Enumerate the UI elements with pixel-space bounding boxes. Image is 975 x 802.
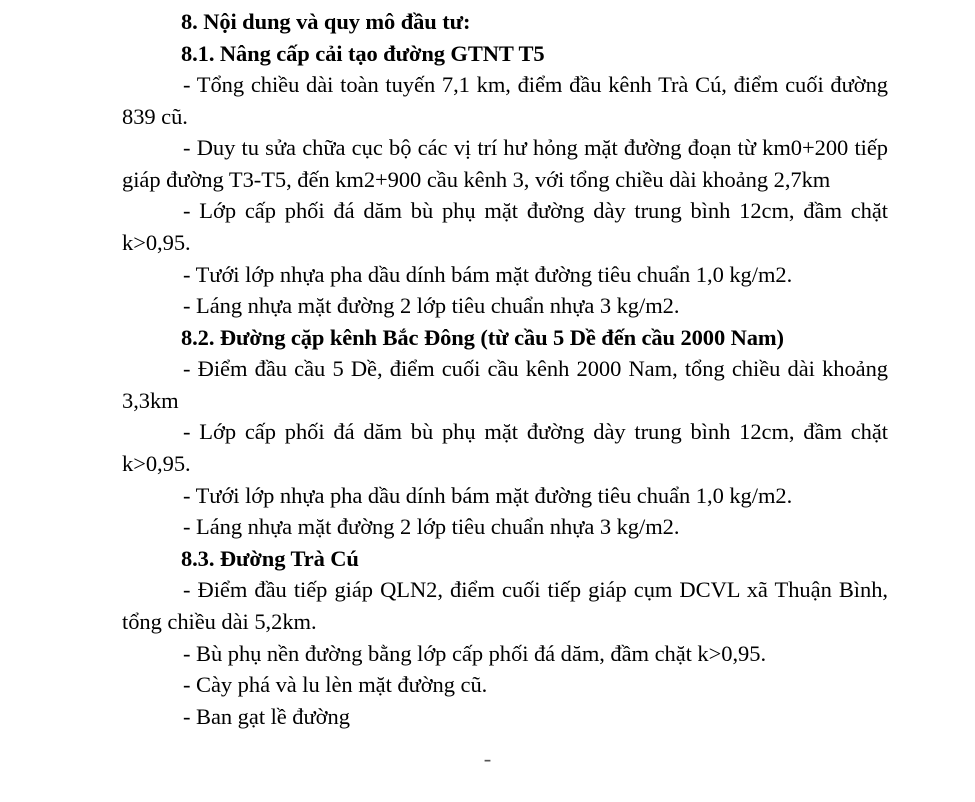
paragraph-8-2-1: - Điểm đầu cầu 5 Dề, điểm cuối cầu kênh 2000 Nam, tổng chiều dài khoảng 3,3km bbox=[122, 356, 888, 413]
paragraph-8-1-2: - Duy tu sửa chữa cục bộ các vị trí hư hỏng mặt đường đoạn từ km0+200 tiếp giáp đường T3-T5, đến km2+900 cầu kênh 3, với tổng chiều dài khoảng 2,7km bbox=[122, 135, 888, 192]
paragraph-8-3-3: - Cày phá và lu lèn mặt đường cũ. bbox=[183, 672, 488, 698]
paragraph-8-3-1: - Điểm đầu tiếp giáp QLN2, điểm cuối tiếp giáp cụm DCVL xã Thuận Bình, tổng chiều dài 5,2km. bbox=[122, 577, 888, 634]
paragraph-8-1-5: - Láng nhựa mặt đường 2 lớp tiêu chuẩn nhựa 3 kg/m2. bbox=[183, 293, 680, 319]
section-heading-8-1: 8.1. Nâng cấp cải tạo đường GTNT T5 bbox=[181, 40, 545, 66]
paragraph-8-2-2: - Lớp cấp phối đá dăm bù phụ mặt đường dày trung bình 12cm, đầm chặt k>0,95. bbox=[122, 419, 888, 477]
paragraph-8-2-3: - Tưới lớp nhựa pha dầu dính bám mặt đường tiêu chuẩn 1,0 kg/m2. bbox=[183, 482, 793, 508]
section-heading-8-2: 8.2. Đường cặp kênh Bắc Đông (từ cầu 5 Dề đến cầu 2000 Nam) bbox=[181, 324, 784, 350]
section-heading-8-3: 8.3. Đường Trà Cú bbox=[181, 545, 359, 571]
paragraph-8-1-4: - Tưới lớp nhựa pha dầu dính bám mặt đường tiêu chuẩn 1,0 kg/m2. bbox=[183, 261, 793, 287]
clipped-next-line bbox=[0, 746, 975, 773]
paragraph-8-1-1: - Tổng chiều dài toàn tuyến 7,1 km, điểm đầu kênh Trà Cú, điểm cuối đường 839 cũ. bbox=[122, 72, 888, 129]
paragraph-8-2-4: - Láng nhựa mặt đường 2 lớp tiêu chuẩn nhựa 3 kg/m2. bbox=[183, 514, 680, 540]
paragraph-8-3-4: - Ban gạt lề đường bbox=[183, 703, 350, 729]
document-body bbox=[122, 6, 888, 732]
paragraph-8-3-2: - Bù phụ nền đường bằng lớp cấp phối đá dăm, đầm chặt k>0,95. bbox=[183, 640, 767, 666]
paragraph-8-1-3: - Lớp cấp phối đá dăm bù phụ mặt đường dày trung bình 12cm, đầm chặt k>0,95. bbox=[122, 198, 888, 255]
clipped-next-line-text: - bbox=[483, 746, 492, 771]
section-heading-8: 8. Nội dung và quy mô đầu tư: bbox=[181, 9, 471, 34]
